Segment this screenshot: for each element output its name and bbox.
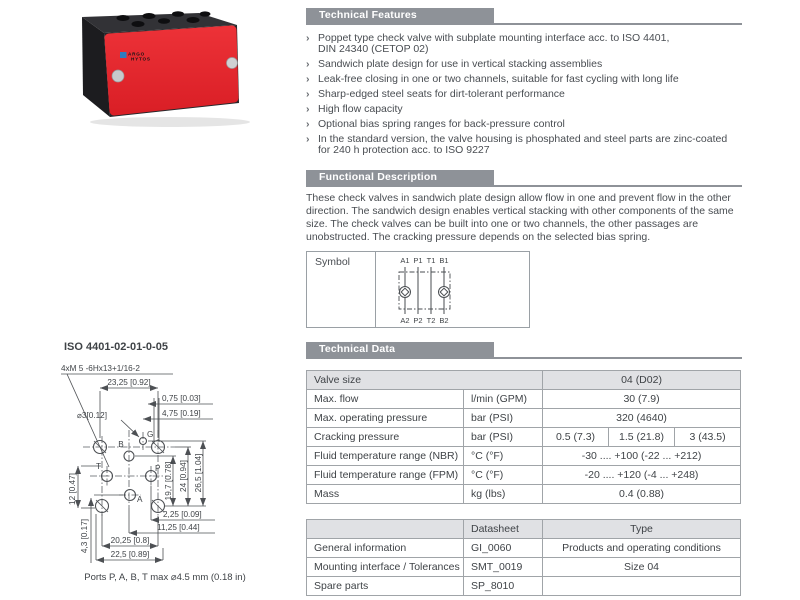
row-label: Max. flow bbox=[307, 390, 464, 409]
dim-label: 26,5 [1.04] bbox=[194, 453, 203, 493]
bullet-icon: › bbox=[306, 58, 310, 70]
port-label: B2 bbox=[439, 316, 449, 325]
logo-text-hytos: HYTOS bbox=[131, 56, 151, 62]
row-unit: °C (°F) bbox=[464, 447, 543, 466]
symbol-box-label: Symbol bbox=[307, 252, 376, 327]
port-label-p: P bbox=[155, 464, 161, 473]
row-label: Mass bbox=[307, 485, 464, 504]
dim-label: 12 [0.47] bbox=[68, 473, 77, 505]
dim-label: 4,3 [0.17] bbox=[80, 518, 89, 554]
thread-spec-label: 4xM 5 -6Hx13+1/16-2 bbox=[61, 364, 140, 373]
port-label: A1 bbox=[400, 256, 410, 265]
port-label: A2 bbox=[400, 316, 410, 325]
port-label-g: G bbox=[147, 430, 154, 439]
related-documents-table bbox=[306, 519, 741, 596]
row-label: Fluid temperature range (FPM) bbox=[307, 466, 464, 485]
screw-hole-left bbox=[112, 70, 124, 82]
row-unit: bar (PSI) bbox=[464, 409, 543, 428]
port-label: T1 bbox=[426, 256, 436, 265]
row-label: Fluid temperature range (NBR) bbox=[307, 447, 464, 466]
section-title: Technical Data bbox=[306, 342, 494, 357]
list-item: › Sandwich plate design for use in vertical stacking assemblies bbox=[306, 58, 603, 70]
table-row bbox=[307, 371, 741, 390]
row-label: Valve size bbox=[307, 371, 543, 390]
row-unit: kg (lbs) bbox=[464, 485, 543, 504]
dim-label: 11,25 [0.44] bbox=[157, 523, 200, 532]
row-value: 30 (7.9) bbox=[543, 390, 741, 409]
row-label: General information bbox=[307, 539, 464, 558]
logo-text-argo: ARGO bbox=[128, 51, 145, 57]
symbol-box bbox=[306, 251, 530, 328]
row-unit: °C (°F) bbox=[464, 466, 543, 485]
hydraulic-symbol bbox=[376, 252, 529, 327]
section-header-functional-description bbox=[306, 170, 742, 187]
dim-label: 0,75 [0.03] bbox=[162, 394, 201, 403]
drawing-caption: Ports P, A, B, T max ⌀4.5 mm (0.18 in) bbox=[84, 572, 246, 583]
list-item: › High flow capacity bbox=[306, 103, 403, 115]
valve-product-image bbox=[72, 8, 262, 128]
row-datasheet: GI_0060 bbox=[464, 539, 543, 558]
table-row bbox=[307, 577, 741, 596]
section-title: Technical Features bbox=[306, 8, 494, 23]
section-header-technical-features bbox=[306, 8, 742, 25]
row-datasheet: SP_8010 bbox=[464, 577, 543, 596]
row-label: Mounting interface / Tolerances bbox=[307, 558, 464, 577]
port-label: P2 bbox=[413, 316, 423, 325]
row-value: 1.5 (21.8) bbox=[609, 428, 675, 447]
column-header bbox=[307, 520, 464, 539]
row-label: Spare parts bbox=[307, 577, 464, 596]
technical-features-list bbox=[306, 33, 742, 160]
table-row bbox=[307, 539, 741, 558]
functional-description-text: These check valves in sandwich plate design allow flow in one and prevent flow in the other direction. The sandwich design enables vertical stacking with other components of the same size. The check valves can be built into one or two channels, the other passages are unobstructed. The cracking pressure depends on the selected bias spring. bbox=[306, 192, 734, 243]
row-type: Products and operating conditions bbox=[543, 539, 741, 558]
table-row bbox=[307, 485, 741, 504]
dim-label: 20,25 [0.8] bbox=[110, 536, 150, 545]
row-value: 0.4 (0.88) bbox=[543, 485, 741, 504]
dim-label: 23,25 [0.92] bbox=[107, 378, 151, 387]
row-unit: bar (PSI) bbox=[464, 428, 543, 447]
dim-label: 24 [0.94] bbox=[179, 460, 188, 492]
table-header-row bbox=[307, 520, 741, 539]
bullet-icon: › bbox=[306, 88, 310, 100]
table-row bbox=[307, 558, 741, 577]
row-value: -30 .... +100 (-22 ... +212) bbox=[543, 447, 741, 466]
row-label: Max. operating pressure bbox=[307, 409, 464, 428]
list-item: › In the standard version, the valve housing is phosphated and steel parts are zinc-coated for 240 h protection acc. to ISO 9227 bbox=[306, 133, 728, 156]
section-title: Functional Description bbox=[306, 170, 494, 185]
table-row bbox=[307, 390, 741, 409]
bullet-icon: › bbox=[306, 103, 310, 115]
port-label: B1 bbox=[439, 256, 449, 265]
port-label: T2 bbox=[426, 316, 436, 325]
row-datasheet: SMT_0019 bbox=[464, 558, 543, 577]
valve-red-plate bbox=[109, 30, 234, 111]
row-type: Size 04 bbox=[543, 558, 741, 577]
table-row bbox=[307, 409, 741, 428]
port-label-a: A bbox=[137, 495, 143, 504]
column-header: Type bbox=[543, 520, 741, 539]
bullet-icon: › bbox=[306, 133, 310, 145]
column-header: Datasheet bbox=[464, 520, 543, 539]
dim-label: 19,7 [0.78] bbox=[164, 461, 173, 501]
list-item: › Leak-free closing in one or two channels, suitable for fast cycling with long life bbox=[306, 73, 679, 85]
drawing-title: ISO 4401-02-01-0-05 bbox=[64, 341, 168, 353]
row-value: 3 (43.5) bbox=[675, 428, 741, 447]
row-value: 320 (4640) bbox=[543, 409, 741, 428]
screw-hole-right bbox=[227, 58, 238, 69]
table-row bbox=[307, 428, 741, 447]
bullet-icon: › bbox=[306, 118, 310, 130]
table-row bbox=[307, 447, 741, 466]
list-item: › Sharp-edged steel seats for dirt-tolerant performance bbox=[306, 88, 565, 100]
section-header-technical-data bbox=[306, 342, 742, 359]
port-label: P1 bbox=[413, 256, 423, 265]
drop-shadow bbox=[90, 117, 250, 127]
port-label-b: B bbox=[118, 440, 124, 449]
technical-data-table bbox=[306, 370, 741, 504]
dim-label: 22,5 [0.89] bbox=[110, 550, 150, 559]
row-unit: l/min (GPM) bbox=[464, 390, 543, 409]
port-label-t: T bbox=[95, 462, 101, 471]
mounting-interface-drawing bbox=[35, 358, 300, 593]
bullet-icon: › bbox=[306, 32, 310, 44]
list-item: › Optional bias spring ranges for back-pressure control bbox=[306, 118, 565, 130]
list-item: › Poppet type check valve with subplate mounting interface acc. to ISO 4401, DIN 24340 (CETOP 02) bbox=[306, 32, 670, 55]
row-value: -20 .... +120 (-4 ... +248) bbox=[543, 466, 741, 485]
row-value: 0.5 (7.3) bbox=[543, 428, 609, 447]
dim-label: 2,25 [0.09] bbox=[163, 510, 202, 519]
dim-label: 4,75 [0.19] bbox=[162, 409, 201, 418]
row-value: 04 (D02) bbox=[543, 371, 741, 390]
dim-label: ⌀3[0.12] bbox=[77, 411, 107, 420]
row-label: Cracking pressure bbox=[307, 428, 464, 447]
logo-blue-square bbox=[120, 52, 127, 58]
bullet-icon: › bbox=[306, 73, 310, 85]
table-row bbox=[307, 466, 741, 485]
row-type bbox=[543, 577, 741, 596]
